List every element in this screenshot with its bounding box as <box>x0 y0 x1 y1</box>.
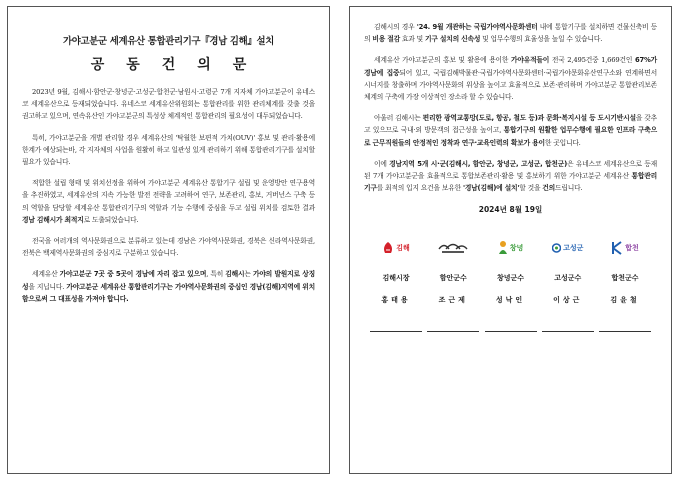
signer-org: 고성군수 <box>554 274 582 283</box>
signer-name: 성낙인 <box>495 296 526 305</box>
haman-emblem-icon <box>436 239 470 257</box>
paragraph: 특히, 가야고분군을 개별 관리할 경우 세계유산의 '탁월한 보편적 가치(OUV)' 홍보 및 관리·활용에 한계가 예상되는바, 각 지자체의 사업을 원활히 하고 일관성 있게 관리하기 위해 통합관리기구를 설치할 필요가 있습니다. <box>22 133 315 167</box>
signer-name: 김윤철 <box>610 296 640 305</box>
signer-name: 조근제 <box>438 296 468 305</box>
signature-line <box>427 331 479 332</box>
document-subtitle: 공동건의문 <box>90 57 269 73</box>
paragraph: 전국을 여러개의 역사문화권으로 분류하고 있는데 경남은 가야역사문화권, 경북은 신라역사문화권, 전북은 백제역사문화권의 중심지로 구분하고 있습니다. <box>22 237 315 258</box>
signer-org: 합천군수 <box>611 274 639 283</box>
left-page <box>7 6 330 474</box>
signer-org: 김해시장 <box>382 274 410 283</box>
signers <box>364 237 657 332</box>
hapcheon-logo-icon: 합천 <box>597 237 653 259</box>
paragraph: 김해시의 경우 '24. 9월 개관하는 국립가야역사문화센터 내에 통합기구를 설치하면 건물신축비 등의 비용 절감 효과 및 기구 설치의 신속성 및 업무수행의 효율성을 높일 수 있습니다. <box>364 23 657 44</box>
signature-line <box>542 331 594 332</box>
signer-org: 함안군수 <box>439 274 467 283</box>
haman-logo-icon <box>425 237 481 259</box>
document-date: 2024년 8월 19일 <box>478 205 543 215</box>
signature-line <box>599 331 651 332</box>
hapcheon-emblem-icon <box>611 240 623 256</box>
signer-goseong <box>540 237 596 332</box>
signature-line <box>485 331 537 332</box>
signer-gimhae <box>368 237 424 332</box>
gimhae-emblem-icon <box>382 241 394 255</box>
changnyeong-emblem-icon <box>498 240 508 256</box>
goseong-logo-icon: 고성군 <box>540 237 596 259</box>
paragraph: 적합한 설립 형태 및 위치선정을 위하여 가야고분군 세계유산 통합기구 설립 및 운영방안 연구용역을 추진하였고, 세계유산의 지속 가능한 발전 전략을 고려하여 연구, 보존관리, 홍보, 거버넌스 구축 등의 역할을 담당할 세계유산 통합관리기구의 역할과 기능 수행에 중심을 두고 설립 위치를 검토한 결과 경남 김해시가 최적지로 도출되었습니다. <box>22 179 315 224</box>
right-page <box>349 6 672 474</box>
signature-line <box>370 331 422 332</box>
paragraph: 세계유산 가야고분군 7곳 중 5곳이 경남에 자리 잡고 있으며, 특히 김해시는 가야의 발원지로 상징성을 지닙니다. 가야고분군 세계유산 통합관리기구는 가야역사문화권의 중심인 경남(김해)지역에 위치함으로써 그 대표성을 가져야 합니다. <box>22 270 315 303</box>
paragraph: 아울러 김해시는 편리한 광역교통망(도로, 항공, 철도 등)과 문화·복지시설 등 도시기반시설을 갖추고 있으므로 국내·외 방문객의 접근성을 높이고, 통합기구의 원활한 업무수행에 필요한 인프라 구축으로 근무직원들의 안정적인 정착과 연구·교육인력의 확보가 용이한 곳입니다. <box>364 114 658 147</box>
gimhae-logo-icon: 김해 <box>368 237 424 259</box>
signer-haman <box>425 237 481 332</box>
goseong-emblem-icon <box>552 242 561 254</box>
document-title: 가야고분군 세계유산 통합관리기구『경남 김해』설치 <box>63 36 274 47</box>
paragraph: 세계유산 가야고분군의 홍보 및 활용에 용이한 가야유적들이 전국 2,495건중 1,669건인 67%가 경남에 집중되어 있고, 국립김해박물관·국립가야역사문화센터·국립가야문화유산연구소와 연계하면서 시너지를 창출하며 가야역사문화의 위상을 높이고 효율적으로 보존·관리하며 가야고분군 통합관리보존체계의 구축에 가장 이상적인 장소라 할 수 있습니다. <box>364 56 658 102</box>
paragraph: 이에 경남지역 5개 시·군(김해시, 함안군, 창녕군, 고성군, 합천군)은 유네스코 세계유산으로 등재된 7개 가야고분군을 효율적으로 통합보존관리·활용 및 홍보하기 위한 가야고분군 세계유산 통합관리기구를 최적의 입지 요건을 보유한 '경남(김해)에 설치'할 것을 건의드립니다. <box>364 159 658 193</box>
signer-changnyeong <box>483 237 539 332</box>
signer-name: 이상근 <box>553 296 583 305</box>
signer-org: 창녕군수 <box>496 274 525 283</box>
paragraph: 2023년 9월, 김해시·함안군·창녕군·고성군·합천군·남원시·고령군 7개 지자체 가야고분군이 유네스코 세계유산으로 등재되었습니다. 유네스코 세계유산위원회는 통합관리를 위한 관리체계를 갖출 것을 권고하고 있으며, 연속유산인 가야고분군의 특성상 체계적인 통합관리의 필요성이 대두되었습니다. <box>22 88 315 121</box>
signer-hapcheon <box>597 237 653 332</box>
changnyeong-logo-icon: 창녕 <box>483 237 539 259</box>
signer-name: 홍태용 <box>381 296 411 305</box>
